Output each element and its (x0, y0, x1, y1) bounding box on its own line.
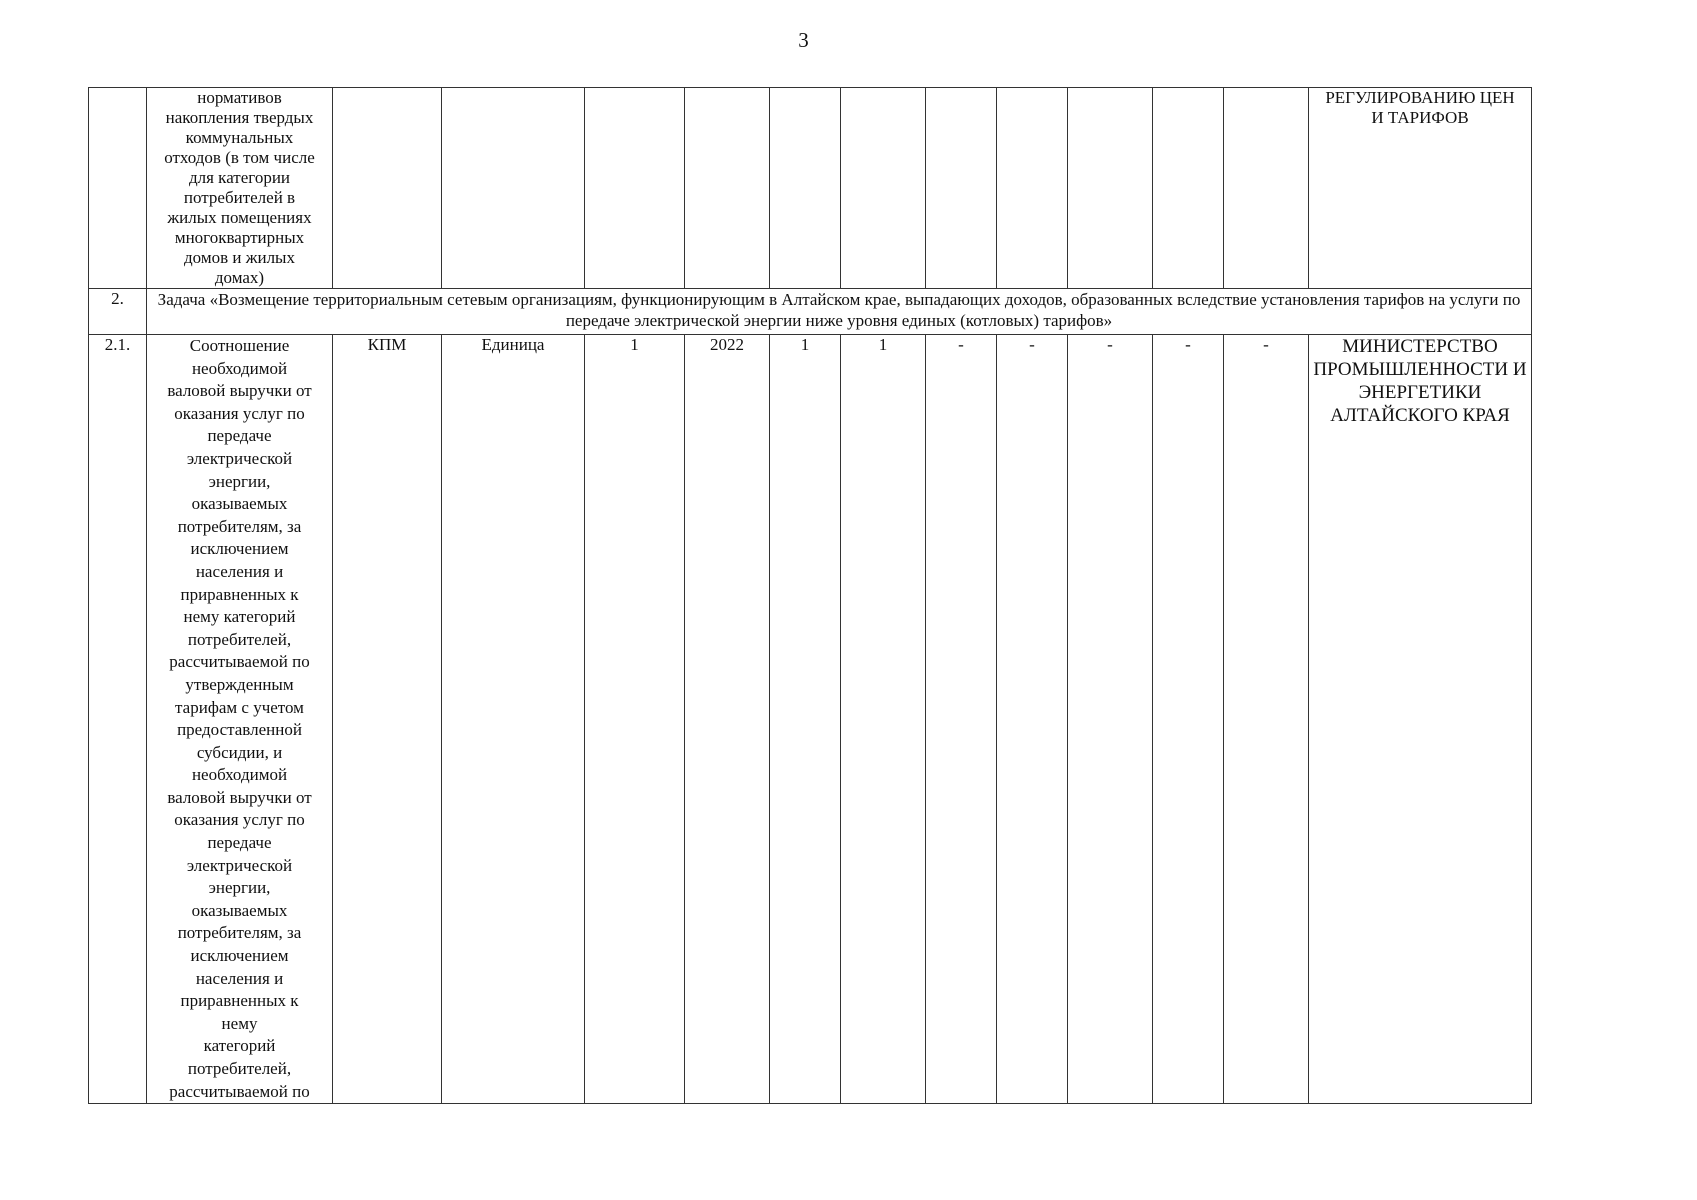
cell-task-number: 2. (89, 289, 147, 335)
page-number: 3 (798, 28, 809, 52)
table-row-indicator (89, 335, 1532, 1104)
cell-year-1 (770, 88, 841, 289)
indicators-table (88, 87, 1532, 1104)
indicator-name-text: Соотношение необходимой валовой выручки от оказания услуг по передаче электрической энергии, оказываемых потребителям, за исключением населения и приравненных к нему категорий потребителей, рассчитываемой по утвержденным тарифам с учетом предоставленной субсидии, и необходимой валовой выручки от оказания услуг по передаче электрической энергии, оказываемых потребителям, за исключением населения и приравненных к нему категорий потребителей, рассчитываемой по (167, 336, 312, 1101)
cell-year-7: - (1224, 335, 1309, 1104)
cell-type (333, 88, 442, 289)
responsible-text: РЕГУЛИРОВАНИЮ ЦЕН И ТАРИФОВ (1325, 88, 1515, 127)
cell-year-1: 1 (770, 335, 841, 1104)
cell-year-2: 1 (841, 335, 926, 1104)
cell-year-6 (1153, 88, 1224, 289)
cell-year-5 (1068, 88, 1153, 289)
cell-year-4: - (997, 335, 1068, 1104)
responsible-text: МИНИСТЕРСТВО ПРОМЫШЛЕННОСТИ И ЭНЕРГЕТИКИ АЛТАЙСКОГО КРАЯ (1313, 336, 1527, 426)
task-text: Задача «Возмещение территориальным сетевым организациям, функционирующим в Алтайском крае, выпадающих доходов, образованных вследствие установления тарифов на услуги по передаче электрической энергии ниже уровня единых (котловых) тарифов» (157, 290, 1521, 330)
cell-base-value (585, 88, 685, 289)
cell-base-year (685, 88, 770, 289)
table-row-task (89, 289, 1532, 335)
cell-indicator-name (147, 335, 333, 1104)
cell-base-value: 1 (585, 335, 685, 1104)
cell-year-4 (997, 88, 1068, 289)
cell-responsible (1309, 88, 1532, 289)
cell-year-7 (1224, 88, 1309, 289)
cell-base-year: 2022 (685, 335, 770, 1104)
cell-number (89, 88, 147, 289)
cell-number: 2.1. (89, 335, 147, 1104)
indicator-name-text: нормативов накопления твердых коммунальных отходов (в том числе для категории потребителей в жилых помещениях многоквартирных домов и жилых домах) (164, 88, 315, 287)
cell-year-2 (841, 88, 926, 289)
cell-task-text (147, 289, 1532, 335)
cell-unit: Единица (442, 335, 585, 1104)
cell-year-3 (926, 88, 997, 289)
cell-indicator-name (147, 88, 333, 289)
cell-year-5: - (1068, 335, 1153, 1104)
cell-type: КПМ (333, 335, 442, 1104)
cell-responsible (1309, 335, 1532, 1104)
cell-year-6: - (1153, 335, 1224, 1104)
table-row-continued (89, 88, 1532, 289)
cell-unit (442, 88, 585, 289)
cell-year-3: - (926, 335, 997, 1104)
